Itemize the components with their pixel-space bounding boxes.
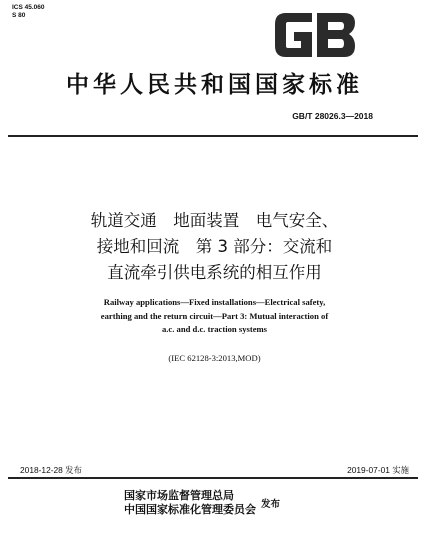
- chinese-title-line: 直流牵引供电系统的相互作用: [107, 263, 322, 282]
- footer-divider: [8, 477, 418, 479]
- english-title-line: Railway applications—Fixed installations—Electrical safety,: [103, 297, 326, 307]
- chinese-title-line: 轨道交通 地面装置 电气安全、: [90, 211, 339, 230]
- gb-logo: [272, 10, 358, 60]
- english-title-line: a.c. and d.c. traction systems: [161, 324, 268, 334]
- issuer: 国家市场监督管理总局: [124, 489, 234, 502]
- country-standard-title: 中华人民共和国国家标准: [66, 71, 363, 98]
- issuing-authorities: [124, 489, 256, 517]
- classification-codes: [12, 4, 45, 20]
- chinese-title-line: 接地和回流 第 3 部分：交流和: [96, 237, 333, 256]
- implement-date: 2019-07-01 实施: [347, 465, 409, 475]
- english-title: [0, 296, 429, 337]
- ics-code: ICS 45.060: [12, 4, 45, 11]
- english-title-line: earthing and the return circuit—Part 3: Mutual interaction of: [100, 310, 329, 321]
- publish-date: 2018-12-28 发布: [20, 465, 82, 475]
- iec-equivalence: (IEC 62128-3:2013,MOD): [168, 353, 261, 363]
- ccs-code: S 80: [12, 12, 26, 19]
- issuer: 中国国家标准化管理委员会: [124, 503, 256, 516]
- date-row: [20, 464, 409, 476]
- standard-number: GB/T 28026.3—2018: [292, 111, 373, 121]
- chinese-title: [0, 208, 429, 286]
- issue-label: 发布: [261, 499, 281, 510]
- header-divider: [8, 135, 418, 137]
